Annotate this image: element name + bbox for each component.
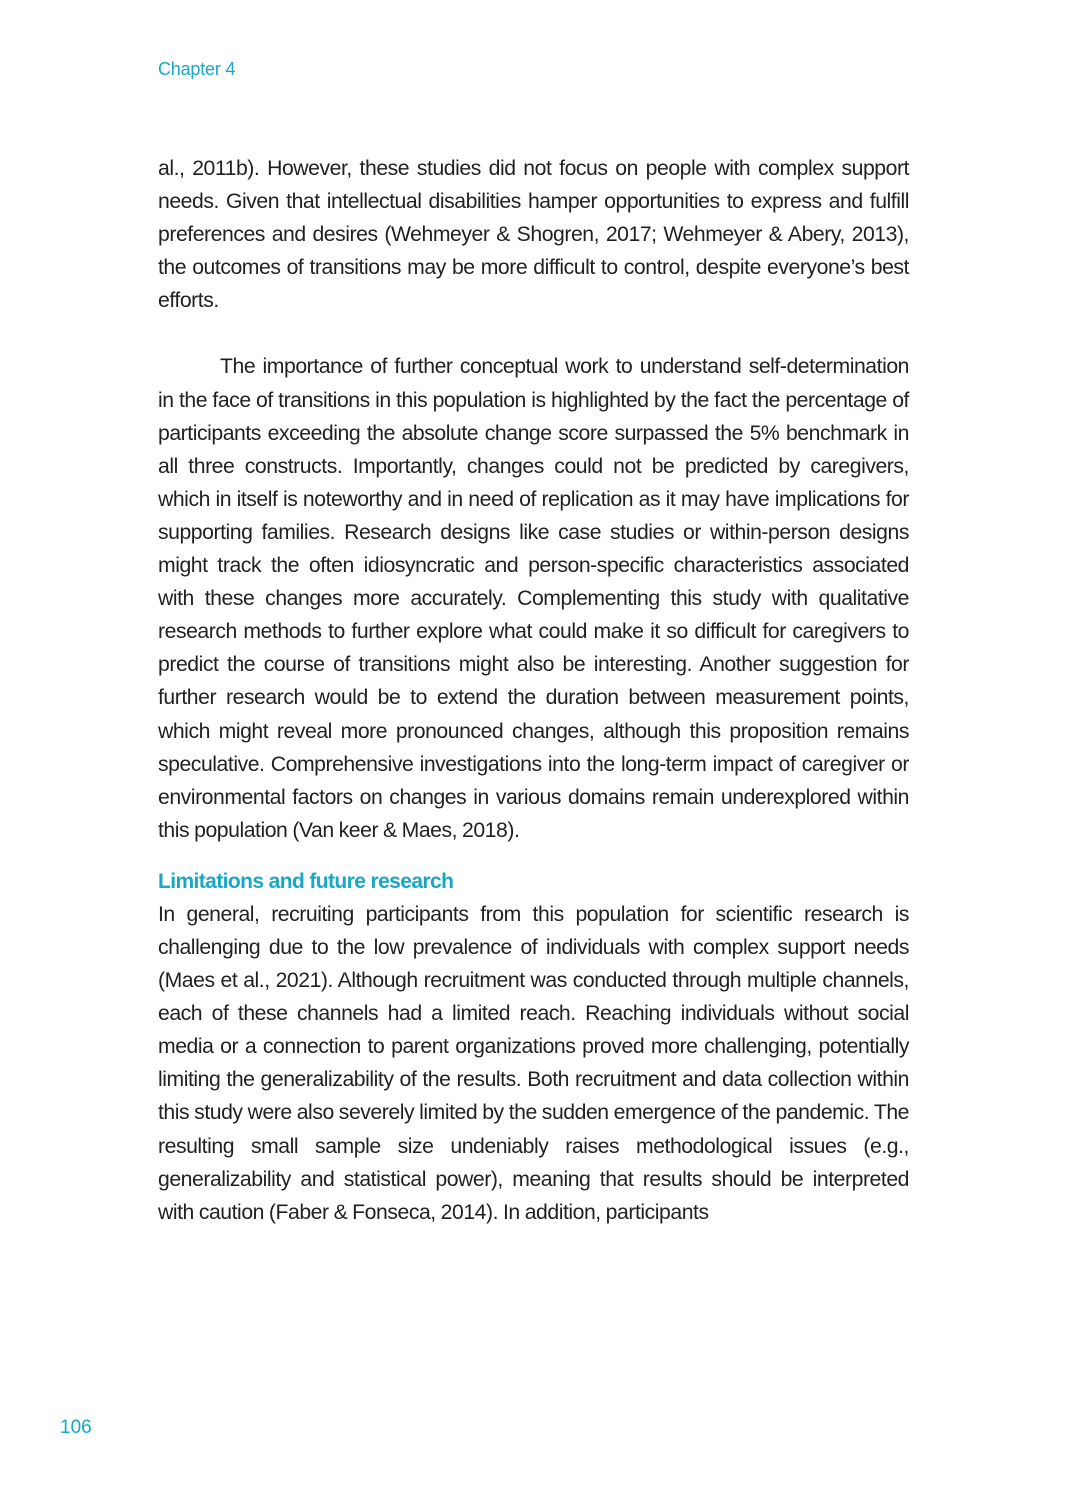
section-heading-limitations: Limitations and future research (158, 869, 454, 893)
body-paragraph-continued: al., 2011b). However, these studies did not focus on people with complex support needs. Given that intellectual disabilities hamper opportunities to express and fulfill preferences and desires (Wehmeyer & Shogren, 2017; Wehmeyer & Abery, 2013), the outcomes of transitions may be more difficult to control, despite everyone’s best efforts. (158, 157, 909, 313)
page-number: 106 (60, 1417, 92, 1438)
running-head-chapter: Chapter 4 (158, 59, 236, 79)
body-paragraph-limitations: In general, recruiting participants from this population for scientific research is challenging due to the low prevalence of individuals with complex support needs (Maes et al., 2021). Although recruitment was conducted through multiple channels, each of these channels had a limited reach. Reaching individuals without social media or a connection to parent organizations proved more challenging, potentially limiting the generalizability of the results. Both recruitment and data collection within this study were also severely limited by the sudden emergence of the pandemic. The resulting small sample size undeniably raises methodological issues (e.g., generalizability and statistical power), meaning that results should be interpreted with caution (Faber & Fonseca, 2014). In addition, participants (158, 902, 909, 1224)
page-body (158, 152, 909, 1229)
paragraph-spacer (158, 317, 909, 350)
body-paragraph-conceptual-work: The importance of further conceptual work to understand self-determination in the face of transitions in this population is highlighted by the fact the percentage of participants exceeding the absolute change score surpassed the 5% benchmark in all three constructs. Importantly, changes could not be predicted by caregivers, which in itself is noteworthy and in need of replication as it may have implications for supporting families. Research designs like case studies or within-person designs might track the often idiosyncratic and person-specific characteristics associated with these changes more accurately. Complementing this study with qualitative research methods to further explore what could make it so difficult for caregivers to predict the course of transitions might also be interesting. Another suggestion for further research would be to extend the duration between measurement points, which might reveal more pronounced changes, although this proposition remains speculative. Comprehensive investigations into the long-term impact of caregiver or environmental factors on changes in various domains remain underexplored within this population (Van keer & Maes, 2018). (158, 355, 909, 842)
